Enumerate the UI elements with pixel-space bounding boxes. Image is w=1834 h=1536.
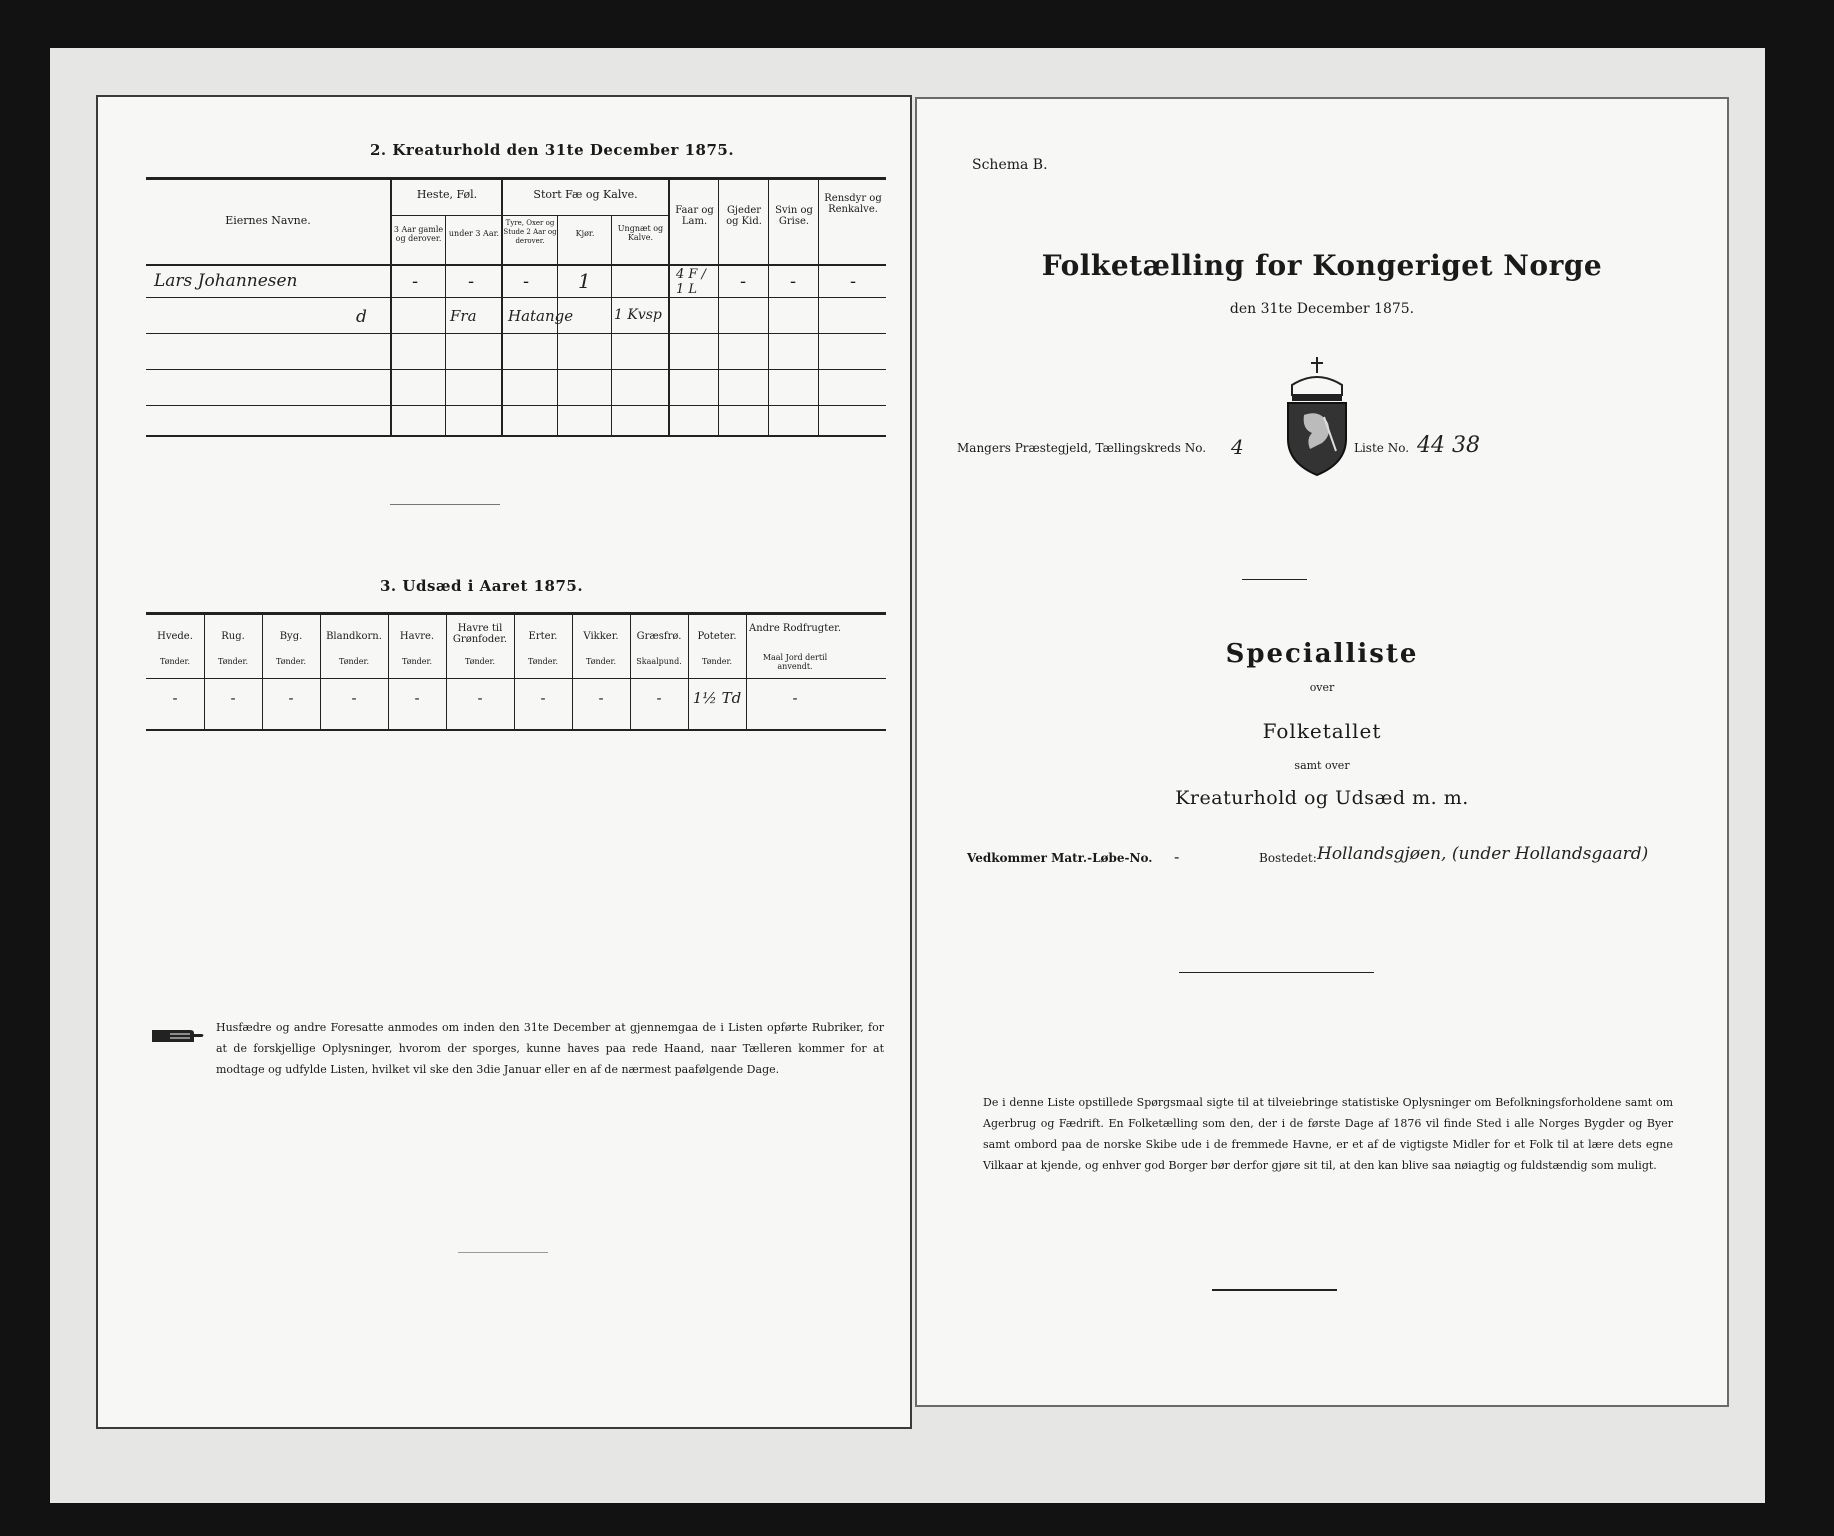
s3-unit-1: Tønder. xyxy=(217,657,249,666)
parish-name: Mangers xyxy=(957,441,1011,455)
s3-value-7: - xyxy=(598,689,604,707)
s3-col-rule xyxy=(688,612,689,731)
s3-header-5: Havre til Grønfoder. xyxy=(452,623,508,645)
s3-value-0: - xyxy=(172,689,178,707)
s3-value-6: - xyxy=(540,689,546,707)
kreaturhold-heading: Kreaturhold og Udsæd m. m. xyxy=(1175,787,1469,809)
s3-header-9: Poteter. xyxy=(697,631,737,642)
divider xyxy=(1212,1289,1337,1291)
s3-top-rule xyxy=(146,612,886,615)
s2-row1-pigs: - xyxy=(790,271,797,292)
s2-col-rule xyxy=(718,177,719,437)
list-label: Liste No. xyxy=(1354,441,1410,455)
s2-row1-goats: - xyxy=(740,271,747,292)
s3-unit-9: Tønder. xyxy=(701,657,733,666)
s2-row-rule xyxy=(146,369,886,370)
list-number: 44 38 xyxy=(1417,433,1480,458)
s3-unit-3: Tønder. xyxy=(338,657,370,666)
s3-unit-2: Tønder. xyxy=(275,657,307,666)
bosted-label: Bostedet: xyxy=(1259,851,1317,865)
over-label: over xyxy=(1309,681,1335,694)
matr-label: Vedkommer Matr.-Løbe-No. xyxy=(967,851,1153,865)
s2-row2-owner: d xyxy=(356,307,367,327)
divider xyxy=(1242,579,1307,580)
s2-row1-h2: - xyxy=(468,271,475,292)
s2-row1-c2: 1 xyxy=(578,269,591,293)
s3-unit-7: Tønder. xyxy=(585,657,617,666)
s3-header-2: Byg. xyxy=(279,631,303,642)
s3-value-8: - xyxy=(656,689,662,707)
s3-value-5: - xyxy=(477,689,483,707)
notice-text: Husfædre og andre Foresatte anmodes om inden den 31te December at gjennemgaa de i Listen opførte Rubriker, for at de forskjellige Oplysninger, hvorom der sporges, kunne haves paa rede Haand, naar Tælleren kommer for at modtage og udfylde Listen, hvilket vil ske den 3die Januar eller en af de nærmest paafølgende Dage. xyxy=(216,1021,884,1076)
s3-unit-6: Tønder. xyxy=(527,657,559,666)
section3-title: 3. Udsæd i Aaret 1875. xyxy=(380,577,584,595)
s2-row2-c1: Hatange xyxy=(508,307,574,325)
s3-col-rule xyxy=(630,612,631,731)
pointing-hand-icon xyxy=(150,1024,206,1046)
matr-value: - xyxy=(1174,847,1180,866)
s3-col-rule xyxy=(514,612,515,731)
s3-value-3: - xyxy=(351,689,357,707)
s3-value-9: 1½ Td xyxy=(692,689,742,707)
s2-row-rule xyxy=(146,405,886,406)
s2-row1-c1: - xyxy=(523,271,530,292)
s2-header-reindeer: Rensdyr og Renkalve. xyxy=(824,193,882,215)
s2-col-rule xyxy=(445,215,446,437)
document-title: Folketælling for Kongeriget Norge xyxy=(1041,249,1603,282)
s2-col-rule xyxy=(768,177,769,437)
s2-row1-sheep: 4 F / 1 L xyxy=(676,267,706,297)
divider xyxy=(1179,972,1374,973)
district-label: Tællingskreds No. xyxy=(1095,441,1207,455)
s3-col-rule xyxy=(262,612,263,731)
schema-label: Schema B. xyxy=(972,157,1048,173)
folketallet-heading: Folketallet xyxy=(1262,719,1382,743)
s2-row1-reindeer: - xyxy=(850,271,857,292)
footnote-text: De i denne Liste opstillede Spørgsmaal sigte til at tilveiebringe statistiske Oplysninger om Befolkningsforholdene samt om Agerbrug og Fædrift. En Folketælling som den, der i de første Dage af 1876 vil finde Sted i alle Norges Bygder og Byer samt ombord paa de norske Skibe ude i de fremmede Havne, er et af de vigtigste Midler for et Folk til at lære dets egne Vilkaar at kjende, og enhver god Borger bør derfor gjøre sit til, at den kan blive saa nøiagtig og fuldstændig som muligt. xyxy=(983,1096,1673,1172)
s3-unit-5: Tønder. xyxy=(464,657,496,666)
coat-of-arms-icon xyxy=(1280,351,1354,481)
s3-unit-10: Maal Jord dertil anvendt. xyxy=(762,653,828,671)
s2-col-rule xyxy=(390,177,392,437)
s3-unit-8: Skaalpund. xyxy=(636,657,682,666)
s2-header-owner: Eiernes Navne. xyxy=(225,214,311,227)
s3-header-rule xyxy=(146,678,886,679)
s3-header-6: Erter. xyxy=(528,631,558,642)
bosted-value: Hollandsgjøen, (under Hollandsgaard) xyxy=(1317,844,1649,864)
s3-col-rule xyxy=(388,612,389,731)
s3-header-1: Rug. xyxy=(221,631,245,642)
divider xyxy=(458,1252,548,1253)
s2-header-rule xyxy=(146,264,886,266)
s2-subheader-rule xyxy=(390,215,668,216)
s2-top-rule xyxy=(146,177,886,180)
section2-title: 2. Kreaturhold den 31te December 1875. xyxy=(370,141,735,159)
s3-col-rule xyxy=(320,612,321,731)
s3-value-10: - xyxy=(792,689,798,707)
s2-col-rule xyxy=(818,177,819,437)
s2-bottom-rule xyxy=(146,435,886,437)
s2-row2-h2: Fra xyxy=(450,307,477,325)
left-page xyxy=(96,95,912,1429)
samt-over-label: samt over xyxy=(1294,759,1350,772)
s2-header-horses-sub1: 3 Aar gamle og derover. xyxy=(393,225,444,243)
s3-header-7: Vikker. xyxy=(583,631,619,642)
s2-row1-owner: Lars Johannesen xyxy=(154,271,298,291)
s2-col-rule xyxy=(501,177,503,437)
s2-header-horses: Heste, Føl. xyxy=(416,188,478,201)
s3-header-4: Havre. xyxy=(399,631,435,642)
s3-header-3: Blandkorn. xyxy=(326,631,382,642)
parish-line xyxy=(957,441,1206,455)
specialliste-heading: Specialliste xyxy=(1225,639,1419,669)
s3-bottom-rule xyxy=(146,729,886,731)
s2-header-cattle: Stort Fæ og Kalve. xyxy=(533,188,638,201)
s3-header-0: Hvede. xyxy=(157,631,193,642)
s2-row1-h1: - xyxy=(412,271,419,292)
s2-header-horses-sub2: under 3 Aar. xyxy=(448,229,500,238)
s2-col-rule xyxy=(668,177,670,437)
s2-row2-c3: 1 Kvsp xyxy=(614,307,662,323)
district-number: 4 xyxy=(1231,435,1244,459)
s3-header-10: Andre Rodfrugter. xyxy=(748,623,841,634)
document-subtitle: den 31te December 1875. xyxy=(1229,301,1415,317)
s2-header-cattle-sub2: Kjør. xyxy=(575,229,595,238)
right-page xyxy=(915,97,1729,1407)
s2-header-goats: Gjeder og Kid. xyxy=(726,205,762,227)
divider xyxy=(390,504,500,505)
s2-header-cattle-sub3: Ungnæt og Kalve. xyxy=(617,224,664,242)
s2-row-rule xyxy=(146,333,886,334)
s3-col-rule xyxy=(572,612,573,731)
s2-col-rule xyxy=(611,215,612,437)
s2-row-rule xyxy=(146,297,886,298)
s2-col-rule xyxy=(557,215,558,437)
s3-header-8: Græsfrø. xyxy=(636,631,682,642)
s3-col-rule xyxy=(204,612,205,731)
s3-value-1: - xyxy=(230,689,236,707)
s2-header-sheep: Faar og Lam. xyxy=(675,205,714,227)
s3-value-4: - xyxy=(414,689,420,707)
s2-header-pigs: Svin og Grise. xyxy=(775,205,813,227)
s3-value-2: - xyxy=(288,689,294,707)
s2-header-cattle-sub1: Tyre, Oxer og Stude 2 Aar og derover. xyxy=(503,219,557,245)
parish-label: Præstegjeld, xyxy=(1014,441,1092,455)
s3-unit-0: Tønder. xyxy=(159,657,191,666)
s3-unit-4: Tønder. xyxy=(401,657,433,666)
